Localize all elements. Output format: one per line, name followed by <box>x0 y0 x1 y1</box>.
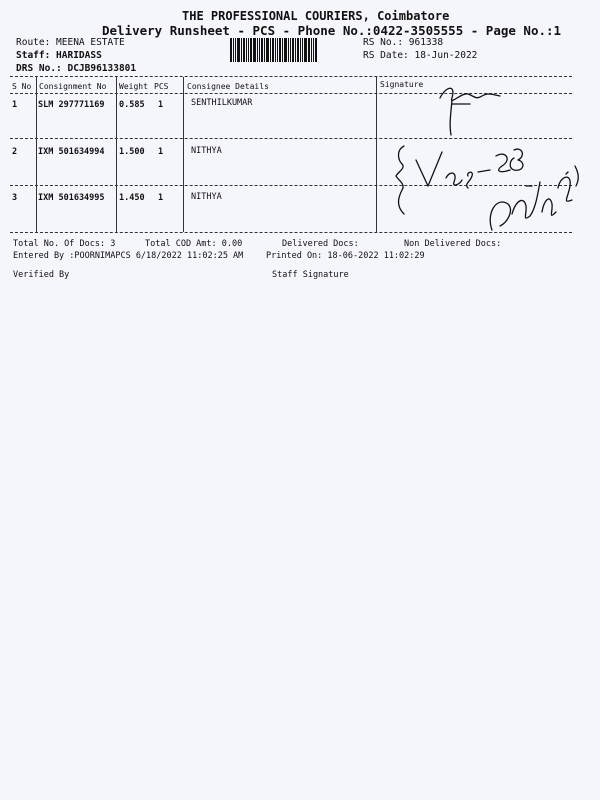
col-header-signature: Signature <box>380 80 424 89</box>
signature-2 <box>490 166 578 230</box>
handwritten-signatures <box>0 0 600 260</box>
staff-signature-label: Staff Signature <box>272 270 349 280</box>
runsheet-subtitle: Delivery Runsheet - PCS - Phone No.:0422-3505555 - Page No.:1 <box>102 23 562 38</box>
handwritten-annotation <box>416 149 523 188</box>
col-header-weight: Weight <box>119 82 148 91</box>
total-cod-amount: Total COD Amt: 0.00 <box>145 239 243 249</box>
row-sno: 3 <box>12 193 18 203</box>
printed-on: Printed On: 18-06-2022 11:02:29 <box>266 251 425 261</box>
entered-by: Entered By :POORNIMAPCS 6/18/2022 11:02:25 AM <box>13 251 244 261</box>
col-header-consignee: Consignee Details <box>187 82 269 91</box>
row-weight: 1.500 <box>119 147 145 157</box>
row-weight: 0.585 <box>119 100 145 110</box>
verified-by: Verified By <box>13 270 70 280</box>
signature-1 <box>440 88 500 135</box>
row-consignment: IXM 501634994 <box>38 147 105 157</box>
row-pcs: 1 <box>158 100 164 110</box>
row-weight: 1.450 <box>119 193 145 203</box>
company-title: THE PROFESSIONAL COURIERS, Coimbatore <box>182 9 450 23</box>
rs-date: RS Date: 18-Jun-2022 <box>363 50 478 61</box>
delivered-docs: Delivered Docs: <box>282 239 359 249</box>
drs-number: DRS No.: DCJB96133801 <box>16 63 137 74</box>
row-sno: 1 <box>12 100 18 110</box>
col-header-sno: S No <box>12 82 32 91</box>
rs-number: RS No.: 961338 <box>363 37 444 48</box>
row-sno: 2 <box>12 147 18 157</box>
total-docs: Total No. Of Docs: 3 <box>13 239 116 249</box>
row-pcs: 1 <box>158 193 164 203</box>
row-consignment: IXM 501634995 <box>38 193 105 203</box>
row-consignment: SLM 297771169 <box>38 100 105 110</box>
row-consignee: NITHYA <box>191 146 222 156</box>
brace-mark <box>396 146 404 214</box>
row-consignee: NITHYA <box>191 192 222 202</box>
row-pcs: 1 <box>158 147 164 157</box>
staff-label: Staff: HARIDASS <box>16 50 102 61</box>
row-consignee: SENTHILKUMAR <box>191 98 253 108</box>
route-label: Route: MEENA ESTATE <box>16 37 125 48</box>
col-header-pcs: PCS <box>154 82 169 91</box>
non-delivered-docs: Non Delivered Docs: <box>404 239 502 249</box>
col-header-consignment: Consignment No <box>39 82 107 91</box>
